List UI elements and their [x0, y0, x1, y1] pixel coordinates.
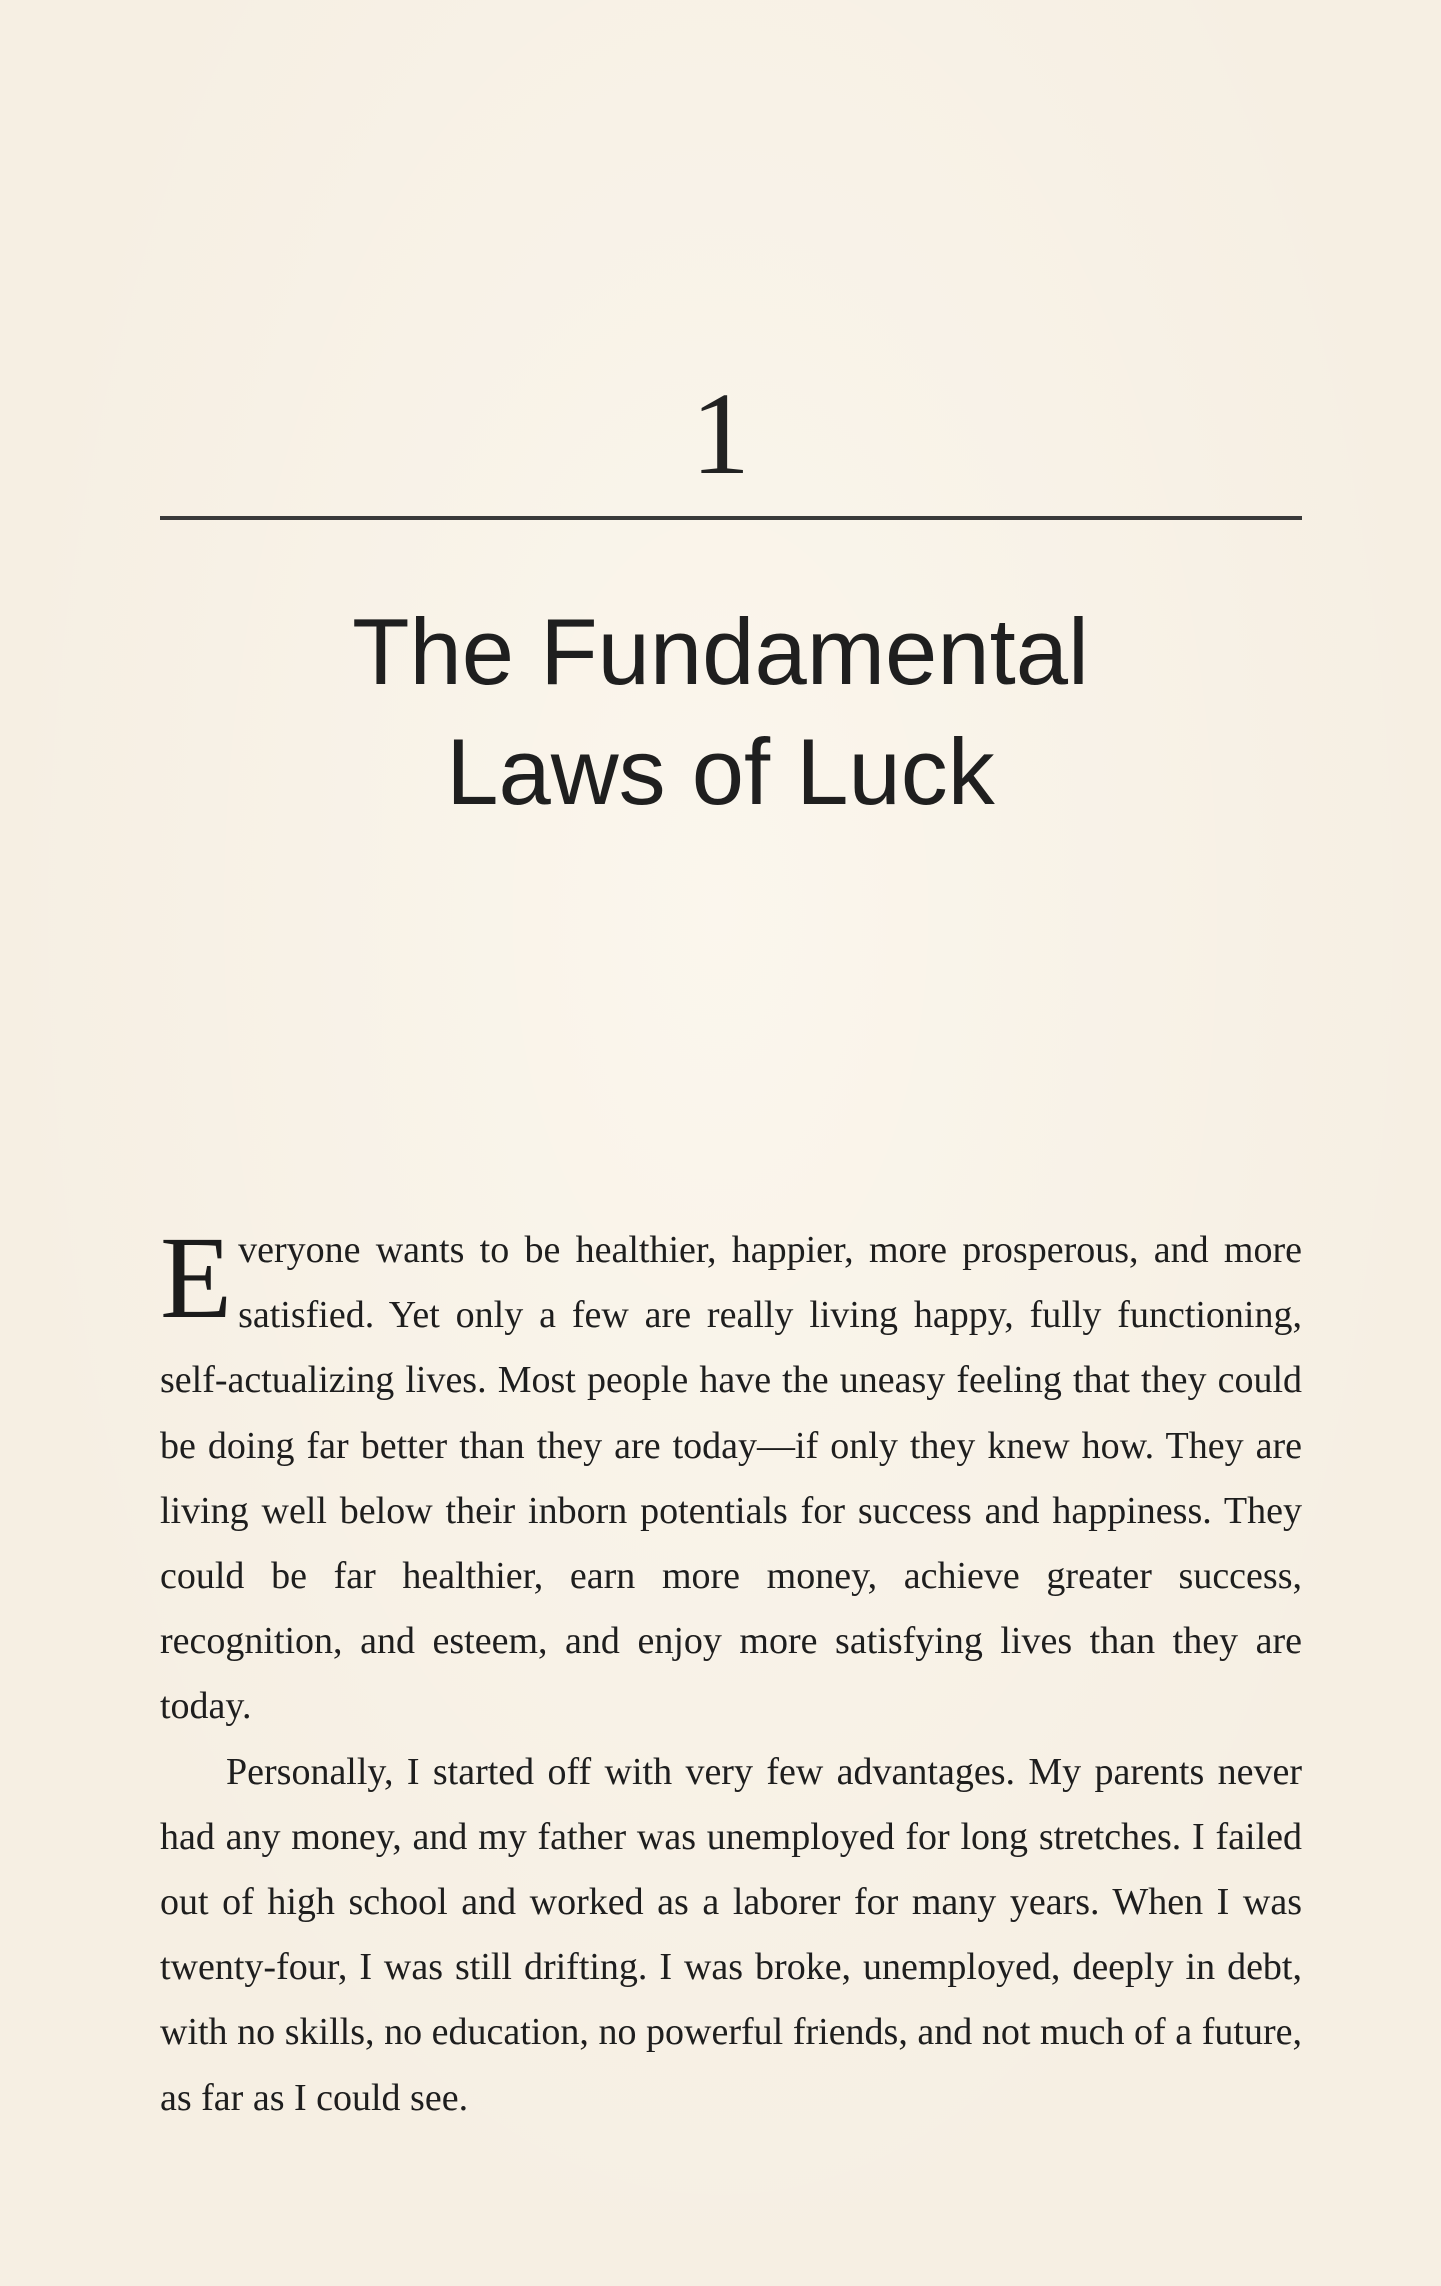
chapter-title-line-1: The Fundamental [352, 599, 1089, 704]
drop-cap: E [160, 1212, 233, 1343]
chapter-rule-divider [160, 516, 1302, 520]
paragraph-2: Personally, I started off with very few advantages. My parents never had any money, and my father was unemployed for long stretches. I failed out of high school and worked as a laborer for many years. When I was twenty-four, I was still drifting. I was broke, unemployed, deeply in debt, with no skills, no education, no powerful friends, and not much of a future, as far as I could see. [160, 1750, 1302, 2119]
chapter-title [0, 592, 1441, 832]
body-text [160, 1212, 1302, 2131]
chapter-number: 1 [691, 368, 750, 499]
chapter-title-line-2: Laws of Luck [446, 719, 995, 824]
paragraph-1 [160, 1212, 1302, 1740]
paragraph-1-text: veryone wants to be healthier, happier, more prosperous, and more satisfied. Yet only a few are really living happy, fully functioning, self-actualizing lives. Most people have the uneasy feeling that they could be doing far better than they are today—if only they knew how. They are living well below their inborn potentials for success and happiness. They could be far healthier, earn more money, achieve greater success, recognition, and esteem, and enjoy more satisfying lives than they are today. [160, 1229, 1302, 1728]
